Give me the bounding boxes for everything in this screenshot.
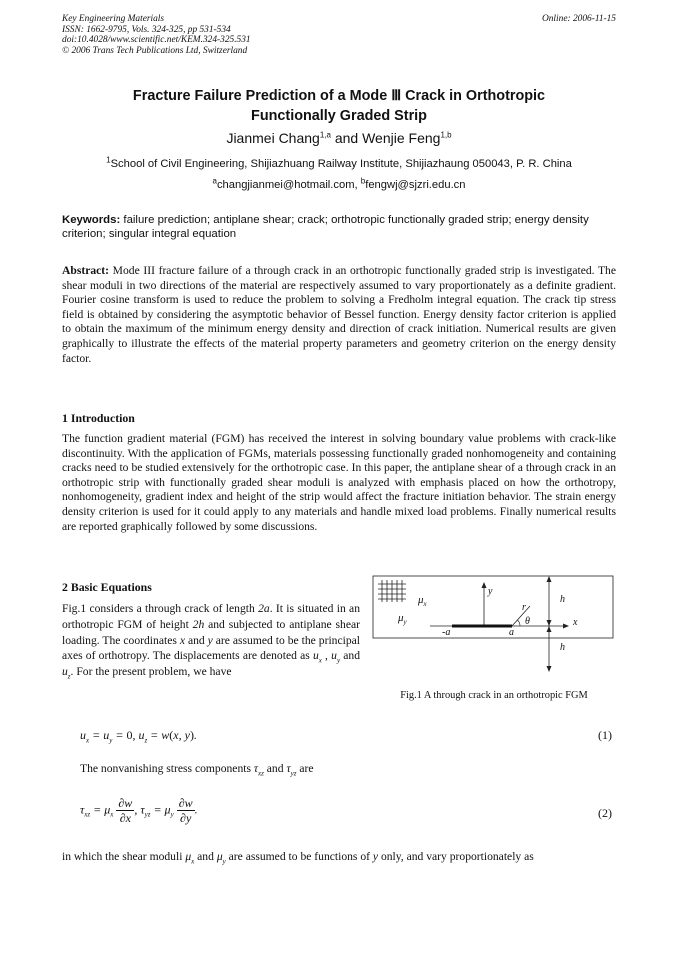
equation-1: $u_x = u_y = 0$, $u_z = w(x$, y).: [80, 728, 197, 745]
theta-arc: [518, 620, 521, 626]
figure-1: [370, 572, 618, 672]
author-and: and: [330, 130, 363, 146]
stress-components-line: [80, 762, 314, 778]
mu-x-label: $\mu_x$: [418, 594, 427, 609]
u-y-symbol: $u_y$: [331, 649, 341, 665]
figure-1-caption: Fig.1 A through crack in an orthotropic FGM: [400, 690, 588, 701]
abstract-label: Abstract:: [62, 264, 110, 277]
doi-line: doi:10.4028/www.scientific.net/KEM.324-325.531: [62, 35, 251, 45]
equation-2-number: (2): [598, 806, 612, 820]
author-2-sup: 1,b: [440, 130, 452, 140]
emails: [60, 176, 618, 191]
equation-2: $\tau_{xz} = \mu_x$ $\frac{\partial w}{\partial x}$ , $\tau_{yz} = \mu_y$ $\frac{\partial w}{\partial y}$ .: [80, 796, 198, 825]
height-arrow-mid-up: [547, 620, 552, 626]
s2-y: y: [207, 633, 213, 647]
mu-x-symbol: $\mu_x$: [185, 850, 195, 866]
r-label: r: [522, 602, 526, 613]
orthotropy-grid-icon: [378, 580, 406, 602]
minus-a-label: -a: [442, 627, 451, 638]
figure-frame: [373, 576, 613, 638]
section-1-title: 1 Introduction: [62, 411, 135, 425]
authors: [60, 130, 618, 146]
s2-text-g: . For the present problem, we have: [70, 665, 232, 679]
nv-text-c: are: [296, 762, 314, 775]
height-arrow-top: [547, 576, 552, 582]
keywords: [62, 213, 616, 242]
affiliation-sup: 1: [106, 155, 111, 165]
email-a[interactable]: changjianmei@hotmail.com,: [216, 179, 361, 191]
fp-text-b: and: [194, 850, 217, 863]
email-b[interactable]: fengwj@sjzri.edu.cn: [365, 179, 466, 191]
s2-text-d: and: [184, 633, 208, 647]
author-1: Jianmei Chang: [226, 130, 320, 146]
keywords-label: Keywords:: [62, 214, 121, 226]
x-axis-label: x: [573, 617, 578, 628]
abstract-text: Mode III fracture failure of a through crack in an orthotropic functionally graded strip is investigated. The shear moduli in two directions of the material are respectively assumed to vary proportionately as a definite gradient. Fourier cosine transform is used to reduce the problem to solving a Fredholm integral equation. The crack tip stress field is obtained by considering the asymptotic behavior of Bessel function. Energy density factor criterion is applied to obtain the maximum of the minimum energy density and direction of crack initiation. Numerical results are given graphically to illustrate the effects of the material property parameters and geometry criterion on the energy density factor.: [62, 264, 616, 365]
mu-y-label: $\mu_y$: [398, 612, 407, 627]
mu-y-symbol: $\mu_y$: [216, 850, 226, 866]
s2-2a: 2a: [258, 602, 270, 615]
height-arrow-bottom: [547, 666, 552, 672]
journal-name: Key Engineering Materials: [62, 14, 165, 24]
fp-text-d: only, and vary proportionately as: [378, 850, 534, 863]
s2-2h: 2h: [192, 617, 205, 631]
theta-label: θ: [525, 616, 530, 627]
affiliation: [60, 155, 618, 170]
height-arrow-mid-down: [547, 626, 552, 632]
s2-text-e: are assumed to be the principal axes of orthotropy. The displacements are denoted as: [62, 633, 360, 663]
nv-text-b: and: [263, 762, 287, 775]
h-label-bottom: h: [560, 642, 565, 653]
header-block: [62, 14, 251, 56]
author-1-sup: 1,a: [319, 130, 331, 140]
author-2: Wenjie Feng: [362, 130, 441, 146]
s2-x: x: [179, 633, 185, 647]
y-axis-label: y: [488, 586, 493, 597]
x-axis-arrow: [563, 624, 569, 629]
tau-xz-symbol: $\tau_{xz}$: [253, 762, 264, 778]
u-z-symbol: $u_z$: [62, 665, 71, 681]
affiliation-text: School of Civil Engineering, Shijiazhuang Railway Institute, Shijiazhaung 050043, P. R. China: [110, 158, 572, 170]
abstract: [62, 264, 616, 366]
online-date: Online: 2006-11-15: [541, 14, 616, 24]
fraction-dw-dx: $\frac{\partial w}{\partial x}$: [118, 796, 133, 825]
final-paragraph: [62, 849, 616, 865]
paper-title-line2: Functionally Graded Strip: [251, 108, 427, 124]
y-axis-arrow: [482, 582, 487, 588]
fp-text-c: are assumed to be functions of: [225, 850, 373, 863]
s2-text-c: and subjected to antiplane shear loading. The coordinates: [62, 617, 360, 647]
s2-text-f: and: [340, 649, 361, 663]
s2-text-a: Fig.1 considers a through crack of length: [62, 602, 259, 615]
tau-yz-symbol: $\tau_{yz}$: [286, 762, 297, 778]
nv-text-a: The nonvanishing stress components: [80, 762, 254, 775]
issn-line: ISSN: 1662-9795, Vols. 324-325, pp 531-534: [62, 24, 231, 35]
section-2-paragraph: Fig.1 considers a through crack of length 2a. It is situated in an orthotropic FGM of height 2h and subjected to antiplane shear loading. The coordinates x and y are assumed to be the principal axes of orthotropy. The displacements are denoted as $u_x$ , $u_y$ and $u_z$. For the present problem, we have: [62, 602, 361, 681]
u-x-symbol: $u_x$: [312, 649, 322, 665]
crack-diagram: [370, 572, 618, 672]
a-label: a: [509, 627, 514, 638]
s2-text-b: . It is situated in an orthotropic FGM of height: [62, 602, 360, 631]
copyright-line: © 2006 Trans Tech Publications Ltd, Switzerland: [62, 45, 248, 56]
keywords-text: failure prediction; antiplane shear; crack; orthotropic functionally graded strip; energy density criterion; singular integral equation: [62, 214, 589, 241]
section-1-text: The function gradient material (FGM) has received the interest in solving boundary value problems with crack-like discontinuity. With the application of FGMs, materials possessing functionally graded nonhomogeneity and containing cracks need to be studied extensively for the orthotropic case. In this paper, the antiplane shear of a through crack in an orthotropic strip with functionally graded shear moduli is analyzed with emphasis placed on how the orthotropy, nonhomogeneity, gradient index and height of the strip would affect the fracture initiation behavior. The strain energy density criterion is used for it could apply to any materials and handle mixed load problems. Finally numerical results are reported graphically followed by some discussions.: [62, 432, 616, 533]
email-b-sup: b: [360, 176, 366, 186]
paper-title-line1: Fracture Failure Prediction of a Mode Ⅲ Crack in Orthotropic: [132, 88, 546, 104]
fraction-dw-dy: $\frac{\partial w}{\partial y}$: [178, 796, 193, 825]
h-label-top: h: [560, 594, 565, 605]
equation-1-number: (1): [598, 728, 612, 742]
section-2-title: 2 Basic Equations: [62, 580, 152, 594]
fp-y: y: [372, 850, 379, 863]
email-a-sup: a: [212, 176, 217, 186]
fp-text-a: in which the shear moduli: [62, 850, 186, 863]
